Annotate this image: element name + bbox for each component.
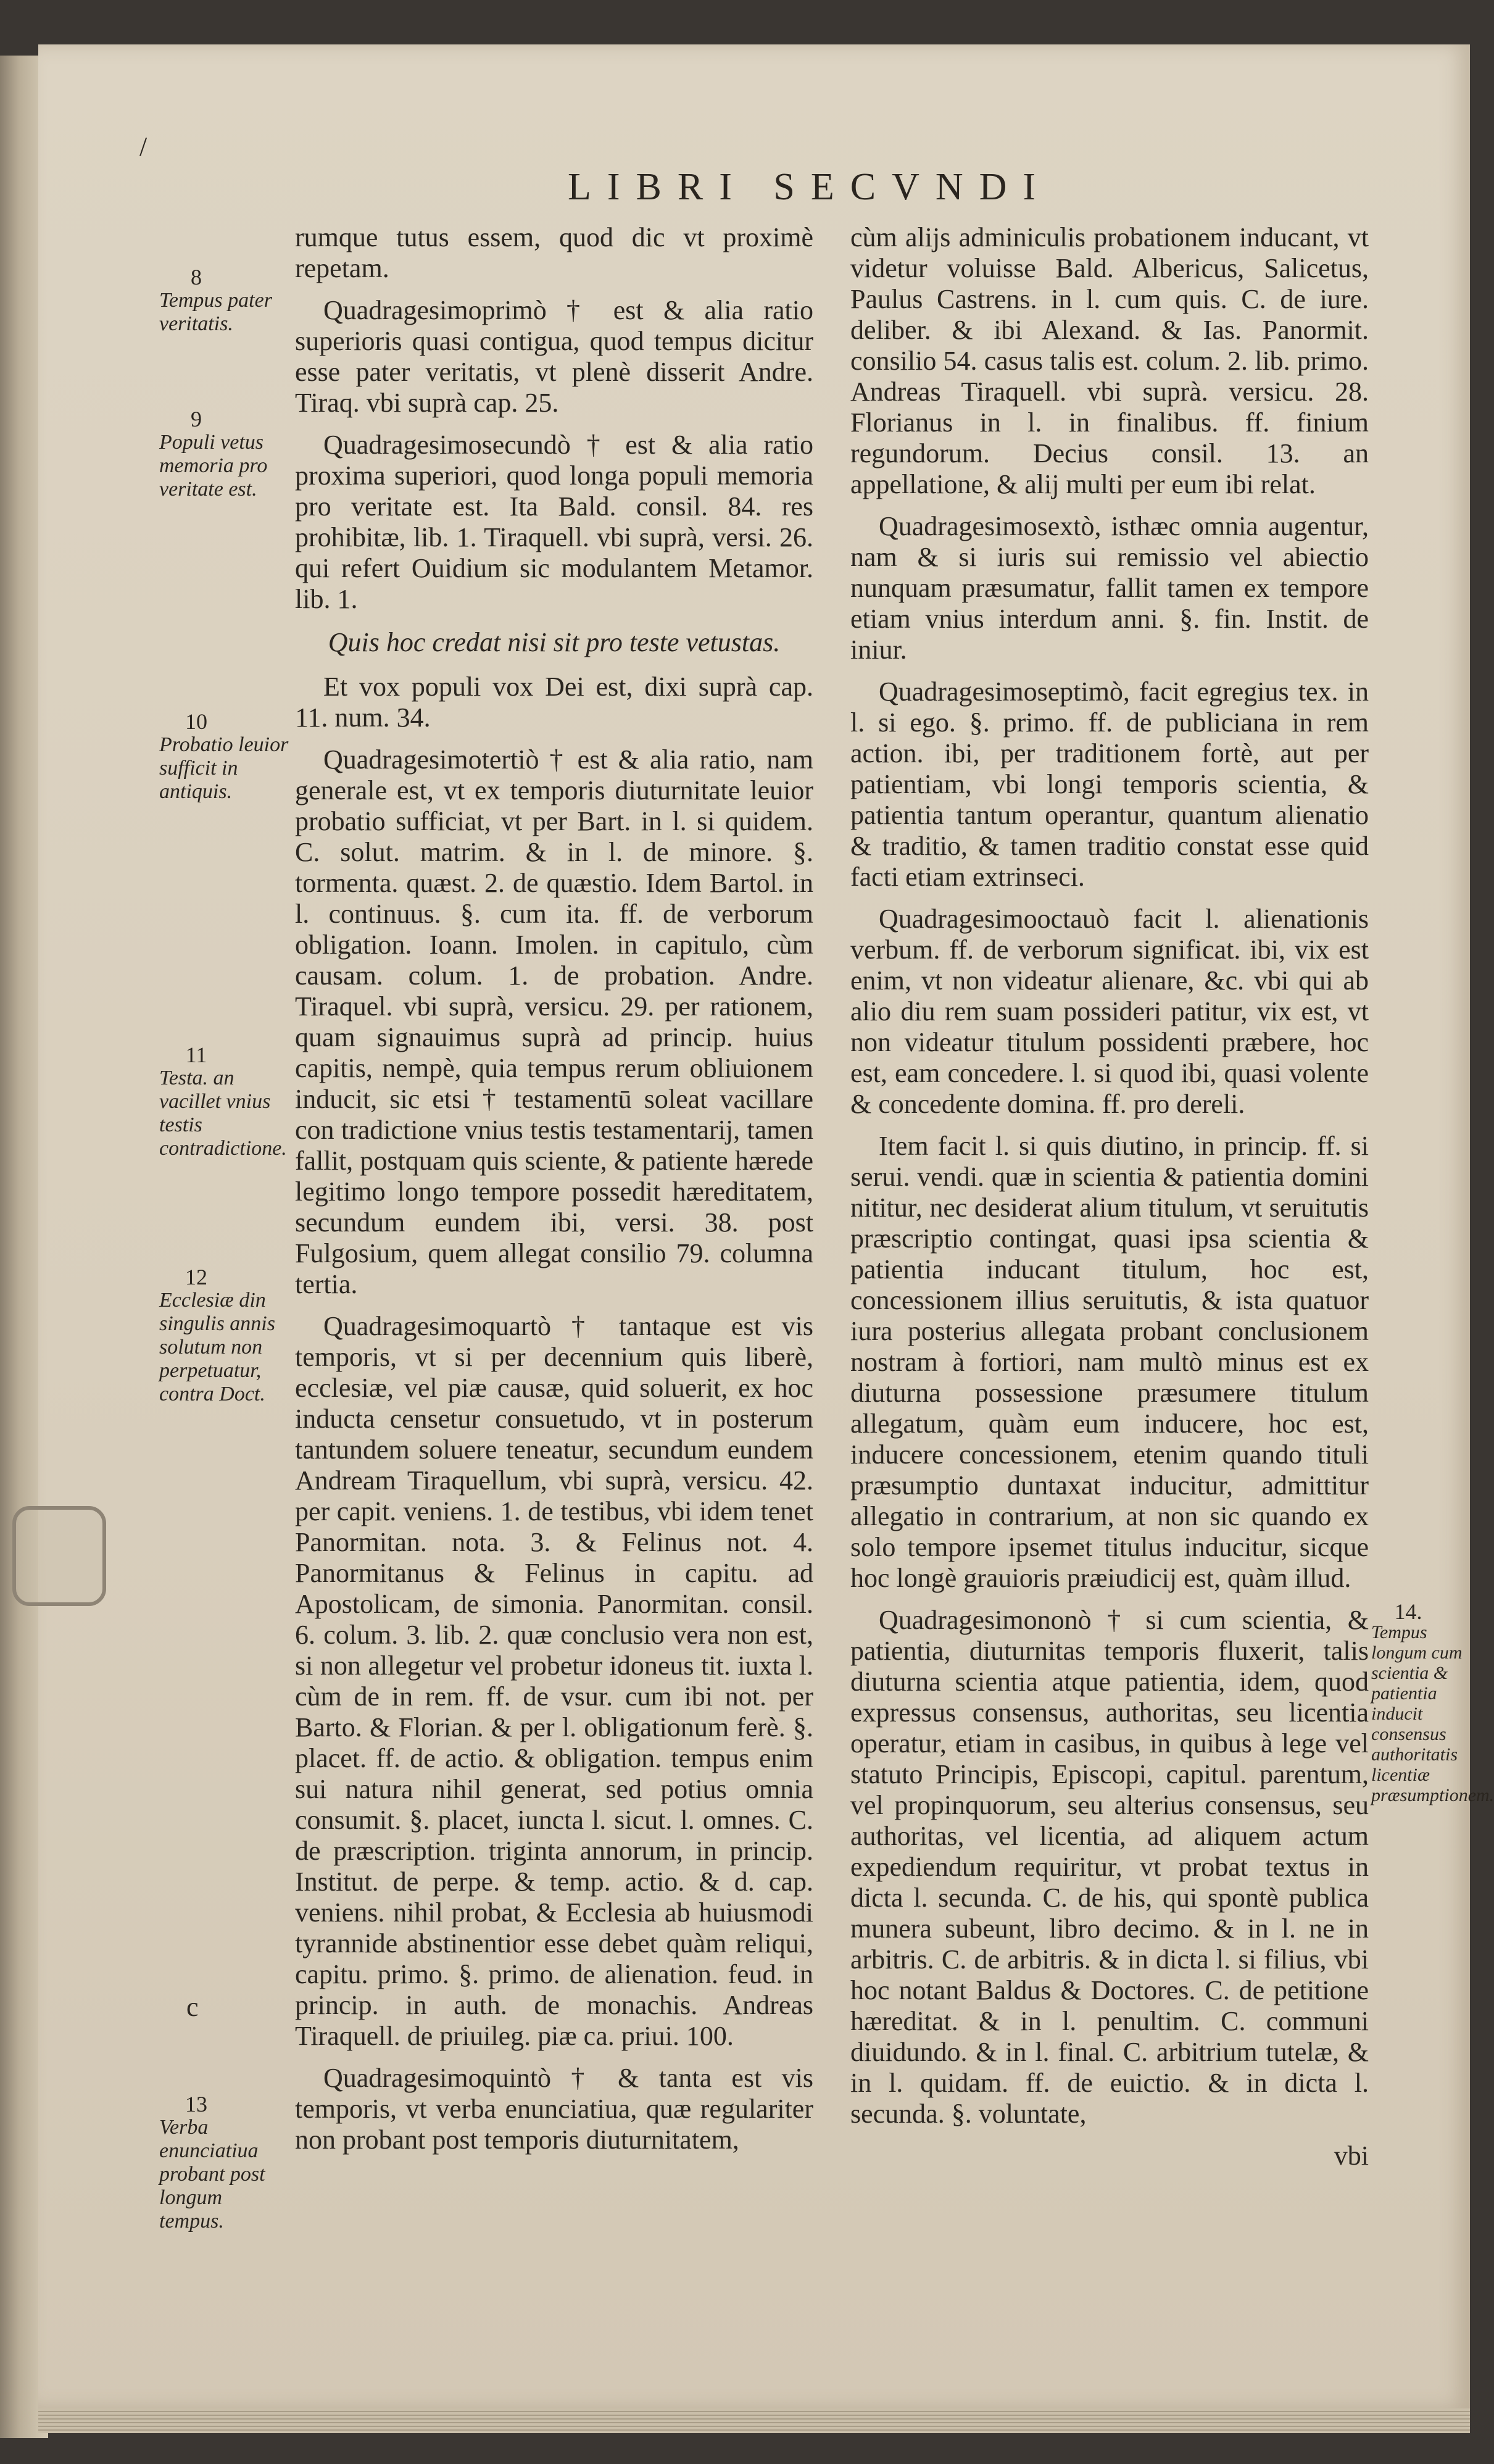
- margin-note-right: [1371, 1599, 1494, 1805]
- note-text: Verba enunciatiua probant post longum tempus.: [159, 2116, 265, 2233]
- note-text: Tempus longum cum scientia & patientia inducit consensus authoritatis licentiæ præsumptionem.: [1371, 1622, 1494, 1805]
- paragraph: Et vox populi vox Dei est, dixi suprà cap. 11. num. 34.: [295, 672, 813, 733]
- paragraph: Quadragesimoquintò † & tanta est vis temporis, vt verba enunciatiua, quæ regulariter non probant post temporis diuturnitatem,: [295, 2063, 813, 2155]
- stray-mark-c: c: [186, 1992, 199, 2022]
- margin-note: [159, 710, 289, 804]
- paragraph: Quadragesimononò † si cum scientia, & patientia, diuturnitas temporis fluxerit, talis diuturna scientia atque patientia, idem, quod expressus consensus, authoritas, seu licentia operatur, etiam in casibus, in quibus à lege vel statuto Principis, Episcopi, capitul. parentum, vel propinquorum, seu alterius consensus, seu authoritas, vel licentia, ad aliquem actum expediendum requiritur, vt probat textus in dicta l. secunda. C. de his, qui spontè publica munera subeunt, libro decimo. & in l. ne in arbitris. C. de arbitris. & in dicta l. si filius, vbi hoc notant Baldus & Doctores. C. de petitione hæreditat. & in l. penultim. C. communi diuidundo. & in l. final. C. arbitrium tutelæ, & in l. quidam. ff. de euictio. & in dicta l. secunda. §. voluntate,: [850, 1605, 1369, 2129]
- text-column-left: [295, 222, 813, 2166]
- note-number: 14.: [1394, 1599, 1422, 1624]
- margin-note: [159, 2092, 289, 2233]
- paragraph: rumque tutus essem, quod dic vt proximè repetam.: [295, 222, 813, 283]
- note-number: 12: [185, 1265, 207, 1289]
- paragraph: Quadragesimoseptimò, facit egregius tex. in l. si ego. §. primo. ff. de publiciana in rem action. ibi, per traditionem fortè, aut per patientiam, vbi longi temporis scientia, & patientia tantum operantur, quantum alienatio & traditio, & tamen traditio constat esse quid facti etiam extrinseci.: [850, 676, 1369, 892]
- paragraph: Quadragesimoquartò † tantaque est vis temporis, vt si per decennium quis liberè, ecclesiæ, vel piæ causæ, quid soluerit, ex hoc inducta censetur consuetudo, vt in posterum tantundem soluere teneatur, secundum eundem Andream Tiraquellum, vbi suprà, versicu. 42. per capit. veniens. 1. de testibus, vbi idem tenet Panormitan. nota. 3. & Felinus not. 4. Panormitanus & Felinus in capitu. ad Apostolicam, de simonia. Panormitan. consil. 6. colum. 3. lib. 2. quæ conclusio vera non est, si non allegetur vel probetur idoneus tit. iuxta l. cùm de in rem. ff. de vsur. cum ibi not. per Barto. & Florian. & per l. obligationum ferè. §. placet. ff. de actio. & obligation. tempus enim sui natura nihil generat, sed potius omnia consumit. §. placet, iuncta l. sicut. l. omnes. C. de præscription. triginta annorum, in princip. Institut. de perpe. & temp. actio. & d. cap. veniens. nihil probat, & Ecclesia ab huiusmodi tyrannide abstinentior esse debet quàm reliqui, capitu. primo. §. primo. de alienation. feud. in princip. in auth. de monachis. Andreas Tiraquell. de priuileg. piæ ca. priui. 100.: [295, 1311, 813, 2051]
- paragraph: Quadragesimooctauò facit l. alienationis verbum. ff. de verborum significat. ibi, vix est enim, vt non videatur alienare, &c. vbi qui ab alio diu rem suam possideri patitur, vix est, vt non videatur titulum possidenti præbere, hoc est, eam concedere. l. si quod ibi, quasi volente & concedente domina. ff. pro dereli.: [850, 904, 1369, 1119]
- margin-note: [159, 1043, 289, 1160]
- margin-note: [159, 265, 289, 336]
- running-header: LIBRI SECVNDI: [568, 166, 1052, 208]
- page-clip: [12, 1506, 106, 1606]
- text-column-right: [850, 222, 1369, 2171]
- paragraph: cùm alijs adminiculis probationem inducant, vt videtur voluisse Bald. Albericus, Salicetus, Paulus Castrens. in l. cum quis. C. de iure. deliber. & ibi Alexand. & Ias. Panormit. consilio 54. casus talis est. colum. 2. lib. primo. Andreas Tiraquell. vbi suprà. versicu. 28. Florianus in l. in finalibus. ff. finium regundorum. Decius consil. 13. an appellatione, & alij multi per eum ibi relat.: [850, 222, 1369, 499]
- margin-note: [159, 1265, 289, 1406]
- note-text: Testa. an vacillet vnius testis contradictione.: [159, 1067, 287, 1160]
- paragraph: Quadragesimotertiò † est & alia ratio, nam generale est, vt ex temporis diuturnitate leuior probatio sufficiat, vt per Bart. in l. si quidem. C. solut. matrim. & in l. de minore. §. tormenta. quæst. 2. de quæstio. Idem Bartol. in l. continuus. §. cum ita. ff. de verborum obligation. Ioann. Imolen. in capitulo, cùm causam. colum. 1. de probation. Andre. Tiraquel. vbi suprà, versicu. 29. per rationem, quam signauimus suprà ad princip. huius capitis, nempè, quia tempus rerum obliuionem inducit, sic etsi † testamentū soleat vacillare con tradictione vnius testis testamentarij, tamen fallit, postquam quis sciente, & patiente hærede legitimo longo tempore possedit hæreditatem, secundum eundem ibi, versi. 38. post Fulgosium, quem allegat consilio 79. columna tertia.: [295, 744, 813, 1299]
- paragraph: Item facit l. si quis diutino, in princip. ff. si serui. vendi. quæ in scientia & patientia domini nititur, nec desiderat alium titulum, vt seruitutis præscriptio contingat, quasi ipsa scientia & patientia inducant titulum, hoc est, concessionem illius seruitutis, & ista quatuor iura posterius allegata probant conclusionem nostram à fortiori, nam multò minus est ex diuturna possessione præsumere titulum allegatum, quàm eum inducere, hoc est, inducere concessionem, etenim quando tituli præsumptio duntaxat inducitur, admittitur allegatio in contrarium, at non sic quando ex solo tempore ipsemet titulus inducitur, sicque hoc longè grauioris præiudicij est, quàm illud.: [850, 1131, 1369, 1593]
- paragraph: Quadragesimosextò, isthæc omnia augentur, nam & si iuris sui remissio vel abiectio nunquam præsumatur, fallit tamen ex tempore etiam vnius interdum anni. §. fin. Instit. de iniur.: [850, 511, 1369, 665]
- note-number: 13: [185, 2092, 207, 2116]
- page-stack-edge: [38, 2408, 1470, 2433]
- paragraph: Quadragesimoprimò † est & alia ratio superioris quasi contigua, quod tempus dicitur esse pater veritatis, vt plenè disserit Andre. Tiraq. vbi suprà cap. 25.: [295, 295, 813, 418]
- paragraph: Quadragesimosecundò † est & alia ratio proxima superiori, quod longa populi memoria pro veritate est. Ita Bald. consil. 84. res prohibitæ, lib. 1. Tiraquell. vbi suprà, versi. 26. qui refert Ouidium sic modulantem Metamor. lib. 1.: [295, 430, 813, 614]
- note-number: 11: [185, 1043, 207, 1067]
- note-text: Tempus pater veritatis.: [159, 289, 272, 335]
- note-number: 10: [185, 709, 207, 734]
- margin-note: [159, 407, 289, 501]
- stray-mark-slash: /: [139, 131, 147, 162]
- catchword: vbi: [1334, 2141, 1369, 2171]
- verse-quote: Quis hoc credat nisi sit pro teste vetustas.: [328, 627, 781, 657]
- note-text: Probatio leuior sufficit in antiquis.: [159, 733, 289, 803]
- note-number: 8: [191, 265, 202, 289]
- note-text: Ecclesiæ din singulis annis solutum non perpetuatur, contra Doct.: [159, 1289, 275, 1405]
- note-text: Populi vetus memoria pro veritate est.: [159, 431, 268, 501]
- note-number: 9: [191, 407, 202, 431]
